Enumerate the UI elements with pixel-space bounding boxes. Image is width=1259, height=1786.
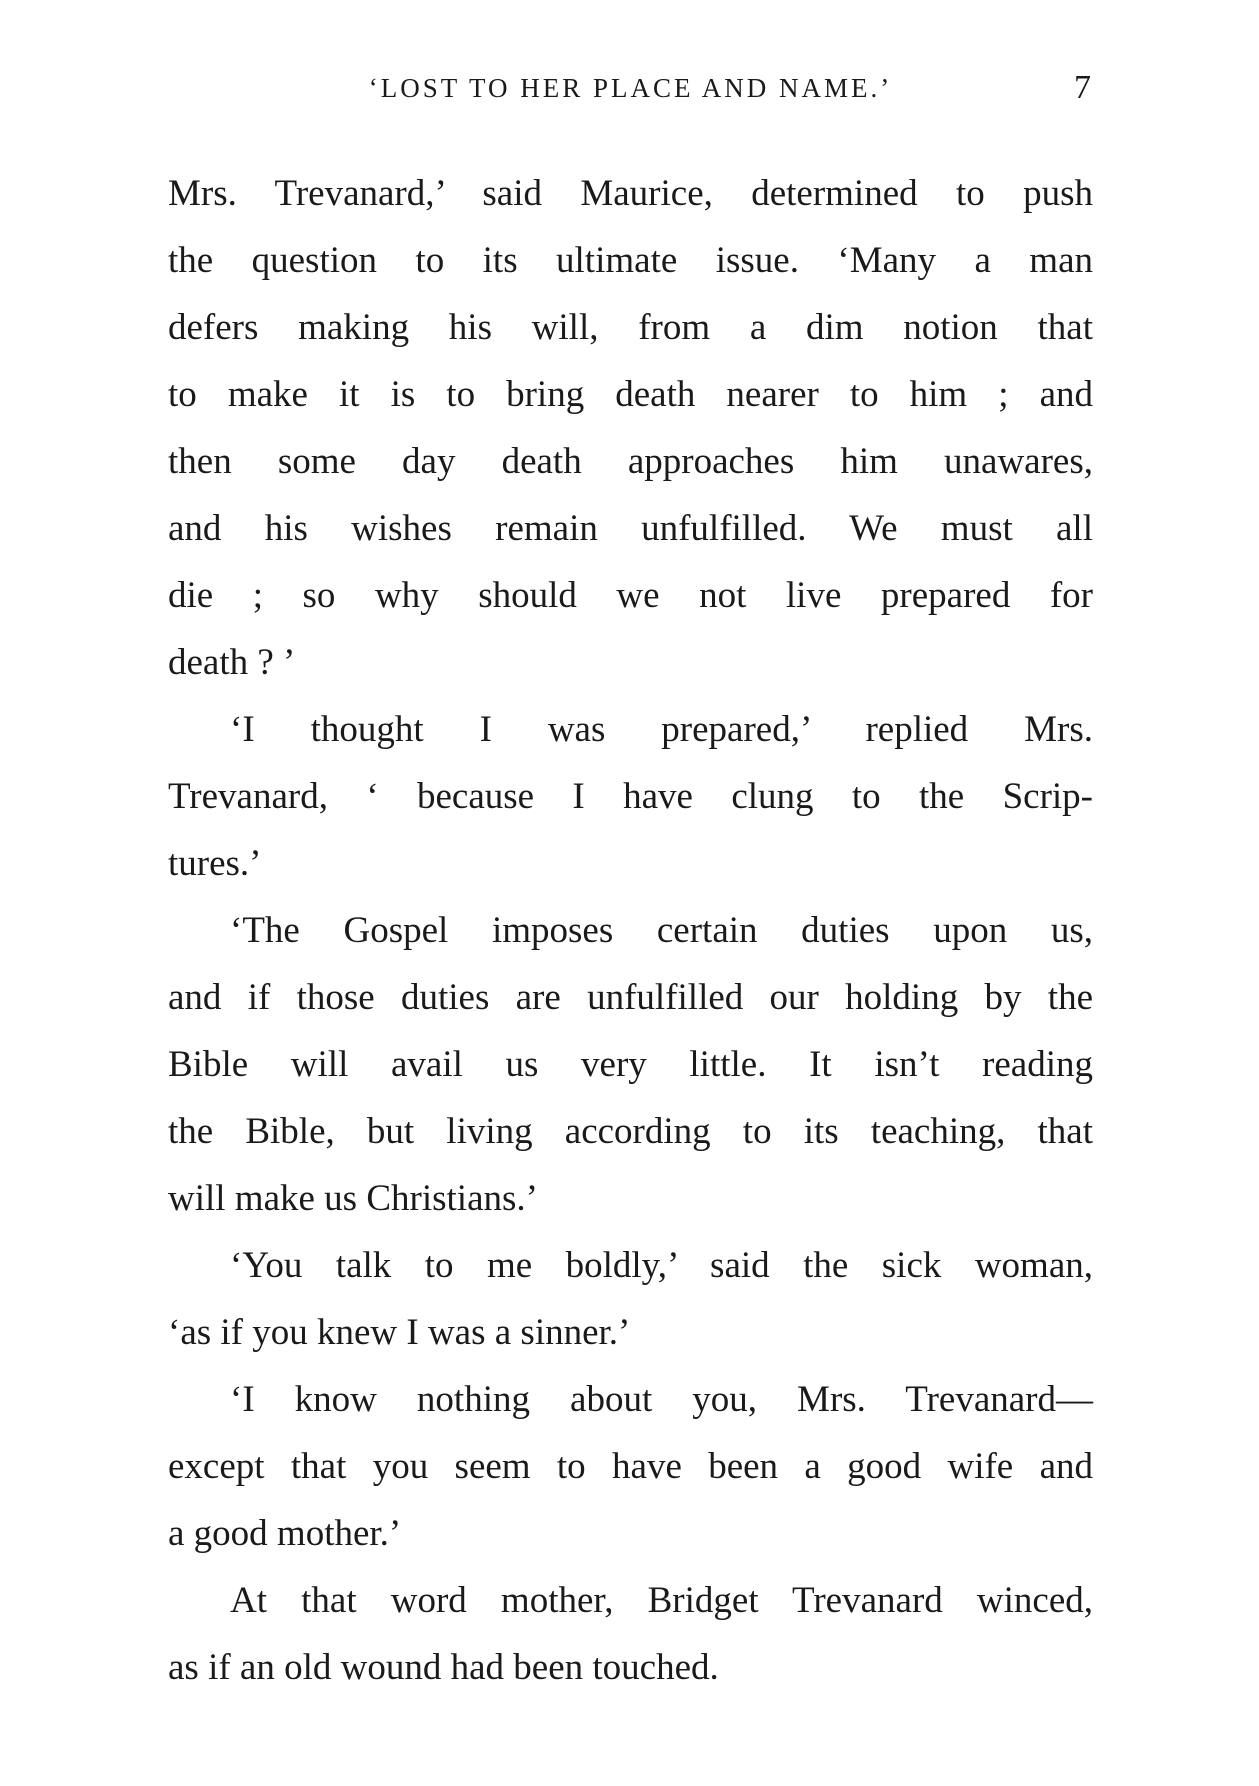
text-line: death ? ’ <box>168 642 296 683</box>
text-line: and his wishes remain unfulfilled. We must all <box>168 508 1093 549</box>
text-line: Mrs. Trevanard,’ said Maurice, determined to push <box>168 173 1093 214</box>
text-line: tures.’ <box>168 843 262 884</box>
paragraph <box>168 897 1093 1232</box>
paragraph <box>168 1567 1093 1701</box>
text-line: At that word mother, Bridget Trevanard winced, <box>230 1580 1093 1621</box>
text-line: then some day death approaches him unawares, <box>168 441 1093 482</box>
text-line: to make it is to bring death nearer to him ; and <box>168 374 1093 415</box>
text-line: and if those duties are unfulfilled our holding by the <box>168 977 1093 1018</box>
text-line: ‘I thought I was prepared,’ replied Mrs. <box>230 709 1093 750</box>
text-line: defers making his will, from a dim notion that <box>168 307 1093 348</box>
paragraph <box>168 1232 1093 1366</box>
text-line: a good mother.’ <box>168 1513 402 1554</box>
text-line: except that you seem to have been a good wife and <box>168 1446 1093 1487</box>
text-line: the Bible, but living according to its teaching, that <box>168 1111 1093 1152</box>
text-line: die ; so why should we not live prepared for <box>168 575 1093 616</box>
text-line: ‘as if you knew I was a sinner.’ <box>168 1312 631 1353</box>
text-line: the question to its ultimate issue. ‘Many a man <box>168 240 1093 281</box>
text-line: ‘The Gospel imposes certain duties upon us, <box>230 910 1093 951</box>
text-line: ‘You talk to me boldly,’ said the sick woman, <box>230 1245 1093 1286</box>
body-text <box>168 160 1093 1701</box>
running-head <box>168 66 1093 110</box>
paragraph <box>168 1366 1093 1567</box>
running-title: ‘LOST TO HER PLACE AND NAME.’ <box>368 73 893 103</box>
text-line: as if an old wound had been touched. <box>168 1647 719 1688</box>
paragraph <box>168 160 1093 696</box>
text-line: ‘I know nothing about you, Mrs. Trevanard— <box>230 1379 1093 1420</box>
page-number: 7 <box>1074 69 1091 106</box>
text-line: will make us Christians.’ <box>168 1178 538 1219</box>
text-line: Bible will avail us very little. It isn’t reading <box>168 1044 1093 1085</box>
paragraph <box>168 696 1093 897</box>
text-line: Trevanard, ‘ because I have clung to the Scrip- <box>168 776 1093 817</box>
